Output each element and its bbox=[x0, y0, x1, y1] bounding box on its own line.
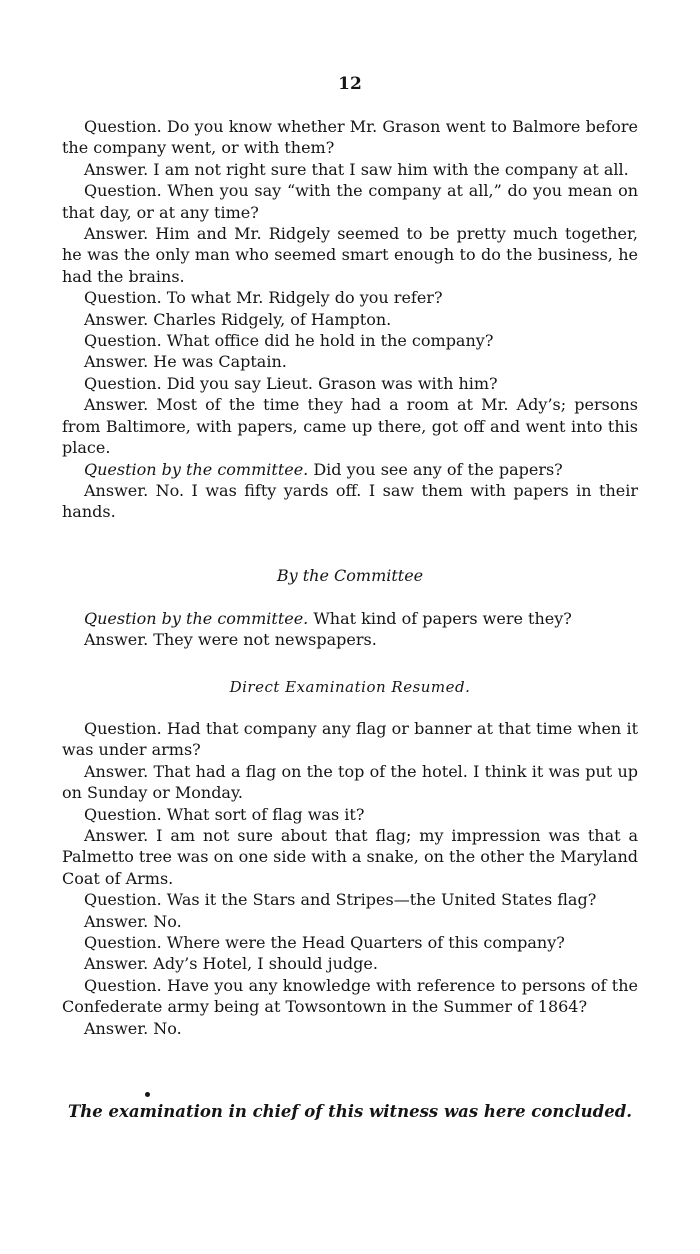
paragraph-text: Was it the Stars and Stripes—the United States flag? bbox=[161, 890, 597, 910]
speaker-label: Answer. bbox=[84, 761, 149, 781]
testimony-paragraph bbox=[62, 953, 638, 974]
speaker-label: Question. bbox=[84, 331, 162, 351]
testimony-section-2 bbox=[62, 608, 638, 651]
testimony-paragraph bbox=[62, 718, 638, 761]
testimony-paragraph bbox=[62, 223, 638, 287]
paragraph-text: Had that company any flag or banner at that time when it was under arms? bbox=[62, 719, 638, 760]
speaker-label: Answer. bbox=[84, 630, 149, 650]
testimony-paragraph bbox=[62, 975, 638, 1018]
testimony-paragraph bbox=[62, 180, 638, 223]
testimony-section-3 bbox=[62, 718, 638, 1039]
testimony-paragraph bbox=[62, 459, 638, 480]
paragraph-text: They were not newspapers. bbox=[148, 630, 377, 650]
testimony-paragraph bbox=[62, 394, 638, 458]
paragraph-text: When you say “with the company at all,” do you mean on that day, or at any time? bbox=[62, 181, 638, 222]
speaker-label: Question. bbox=[84, 933, 162, 953]
testimony-paragraph bbox=[62, 159, 638, 180]
paragraph-text: Did you see any of the papers? bbox=[308, 459, 563, 479]
paragraph-text: No. bbox=[148, 1018, 182, 1038]
testimony-paragraph bbox=[62, 804, 638, 825]
testimony-paragraph bbox=[62, 629, 638, 650]
testimony-paragraph bbox=[62, 373, 638, 394]
speaker-label: Question. bbox=[84, 890, 162, 910]
paragraph-text: What kind of papers were they? bbox=[308, 609, 572, 628]
speaker-label: Answer. bbox=[84, 826, 149, 846]
paragraph-text: No. I was fifty yards off. I saw them with papers in their hands. bbox=[62, 480, 638, 522]
speaker-label: Question by the committee. bbox=[84, 459, 309, 479]
closing-note: The examination in chief of this witness was here concluded. bbox=[68, 1102, 632, 1121]
printer-mark-dot bbox=[145, 1092, 150, 1097]
testimony-paragraph bbox=[62, 480, 638, 523]
paragraph-text: No. bbox=[148, 911, 182, 931]
testimony-paragraph bbox=[62, 825, 638, 889]
paragraph-text: Did you say Lieut. Grason was with him? bbox=[161, 373, 498, 393]
paragraph-text: I am not right sure that I saw him with the company at all. bbox=[148, 159, 629, 179]
testimony-paragraph bbox=[62, 911, 638, 932]
paragraph-text: That had a flag on the top of the hotel. I think it was put up on Sunday or Monday. bbox=[62, 761, 638, 803]
paragraph-text: Do you know whether Mr. Grason went to Balmore before the company went, or with them? bbox=[62, 117, 638, 158]
speaker-label: Answer. bbox=[84, 159, 149, 179]
testimony-paragraph bbox=[62, 889, 638, 910]
testimony-paragraph bbox=[62, 309, 638, 330]
paragraph-text: Charles Ridgely, of Hampton. bbox=[148, 309, 392, 329]
speaker-label: Question. bbox=[84, 975, 162, 995]
speaker-label: Question by the committee. bbox=[84, 609, 309, 628]
paragraph-text: To what Mr. Ridgely do you refer? bbox=[161, 288, 443, 308]
paragraph-text: He was Captain. bbox=[148, 352, 287, 372]
heading-direct-examination-resumed: Direct Examination Resumed. bbox=[229, 678, 471, 696]
heading-by-the-committee: By the Committee bbox=[276, 566, 424, 585]
speaker-label: Question. bbox=[84, 373, 162, 393]
speaker-label: Answer. bbox=[84, 954, 149, 974]
paragraph-text: What sort of flag was it? bbox=[161, 804, 365, 824]
speaker-label: Question. bbox=[84, 117, 162, 136]
speaker-label: Answer. bbox=[84, 911, 149, 931]
speaker-label: Answer. bbox=[84, 309, 149, 329]
paragraph-text: I am not sure about that flag; my impression was that a Palmetto tree was on one side with a snake, on the other the Maryland Coat of Arms. bbox=[62, 826, 638, 888]
speaker-label: Answer. bbox=[84, 224, 149, 244]
testimony-paragraph bbox=[62, 351, 638, 372]
page-number: 12 bbox=[338, 74, 362, 94]
paragraph-text: Most of the time they had a room at Mr. Ady’s; persons from Baltimore, with papers, came up there, got off and went into this place. bbox=[62, 395, 638, 458]
speaker-label: Answer. bbox=[84, 480, 149, 500]
paragraph-text: Ady’s Hotel, I should judge. bbox=[148, 954, 378, 974]
testimony-paragraph bbox=[62, 1018, 638, 1039]
paragraph-text: Him and Mr. Ridgely seemed to be pretty much together, he was the only man who seemed smart enough to do the business, he had the brains. bbox=[62, 224, 638, 286]
testimony-paragraph bbox=[62, 761, 638, 804]
speaker-label: Question. bbox=[84, 181, 162, 201]
paragraph-text: Where were the Head Quarters of this company? bbox=[161, 933, 565, 953]
testimony-paragraph bbox=[62, 116, 638, 159]
paragraph-text: Have you any knowledge with reference to persons of the Confederate army being at Towsontown in the Summer of 1864? bbox=[62, 975, 638, 1017]
testimony-paragraph bbox=[62, 932, 638, 953]
speaker-label: Question. bbox=[84, 804, 162, 824]
speaker-label: Question. bbox=[84, 719, 162, 738]
speaker-label: Question. bbox=[84, 288, 162, 308]
testimony-paragraph bbox=[62, 608, 638, 629]
testimony-paragraph bbox=[62, 330, 638, 351]
paragraph-text: What office did he hold in the company? bbox=[161, 331, 494, 351]
testimony-section-1 bbox=[62, 116, 638, 523]
speaker-label: Answer. bbox=[84, 395, 149, 415]
speaker-label: Answer. bbox=[84, 352, 149, 372]
speaker-label: Answer. bbox=[84, 1018, 149, 1038]
testimony-paragraph bbox=[62, 287, 638, 308]
